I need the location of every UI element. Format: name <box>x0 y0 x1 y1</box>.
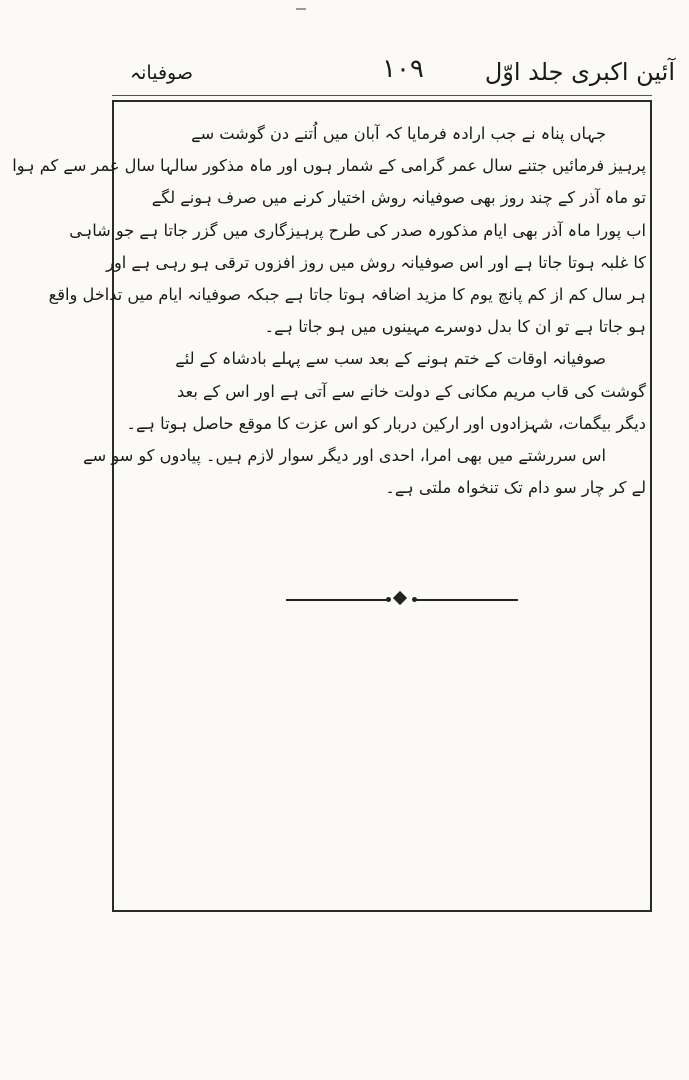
text-line: گوشت کی قاب مریم مکانی کے دولت خانے سے آتی ہے اور اس کے بعد <box>177 381 646 401</box>
text-line: کا غلبہ ہوتا جاتا ہے اور اس صوفیانہ روش میں روز افزوں ترقی ہو رہی ہے اور <box>106 252 646 272</box>
divider-dot-left <box>386 597 391 602</box>
page-body <box>12 118 646 504</box>
divider-diamond-icon <box>393 591 407 605</box>
section-title: صوفیانہ <box>130 62 193 84</box>
page-header <box>130 52 675 96</box>
text-line: ہو جاتا ہے تو ان کا بدل دوسرے مہینوں میں ہو جاتا ہے۔ <box>264 317 646 337</box>
page-number: ۱۰۹ <box>382 54 424 84</box>
running-title: آئین اکبری جلد اوّل <box>484 58 675 86</box>
scan-artifact <box>296 8 306 10</box>
divider-line-left <box>286 599 388 601</box>
text-line: صوفیانہ اوقات کے ختم ہونے کے بعد سب سے پہلے بادشاہ کے لئے <box>175 349 606 369</box>
text-line: جہاں پناہ نے جب ارادہ فرمایا کہ آبان میں اُتنے دن گوشت سے <box>191 124 606 143</box>
text-line: پرہیز فرمائیں جتنے سال عمر گرامی کے شمار ہوں اور ماہ مذکور سالہا سال عمر سے کم ہوا <box>12 156 646 176</box>
text-line: دیگر بیگمات، شہزادوں اور ارکین دربار کو اس عزت کا موقع حاصل ہوتا ہے۔ <box>126 413 646 433</box>
text-line: لے کر چار سو دام تک تنخواہ ملتی ہے۔ <box>385 478 646 498</box>
text-line: اس سررشتے میں بھی امرا، احدی اور دیگر سوار لازم ہیں۔ پیادوں کو سو سے <box>83 445 606 465</box>
divider-line-right <box>416 599 518 601</box>
text-line: ہر سال کم از کم پانچ یوم کا مزید اضافہ ہوتا جاتا ہے جبکہ صوفیانہ ایام میں تداخل واقع <box>48 284 646 304</box>
section-divider-ornament <box>286 592 518 608</box>
header-rule <box>112 95 652 96</box>
text-line: اب پورا ماہ آذر بھی ایام مذکورہ صدر کی طرح پرہیزگاری میں گزر جاتا ہے جو شاہی <box>69 220 646 240</box>
text-line: تو ماہ آذر کے چند روز بھی صوفیانہ روش اختیار کرنے میں صرف ہونے لگے <box>151 188 646 208</box>
